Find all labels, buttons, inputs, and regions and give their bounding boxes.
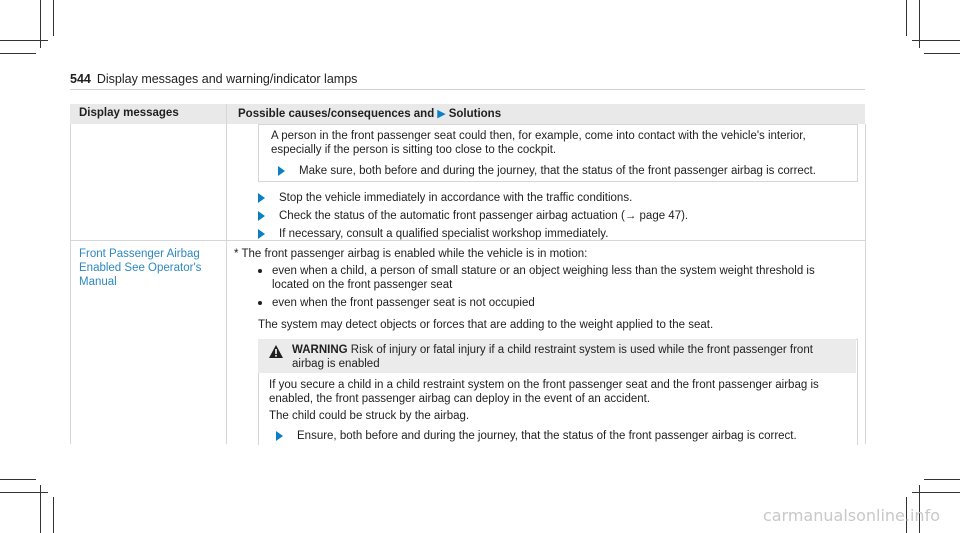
cause-intro: * The front passenger airbag is enabled while the vehicle is in motion: bbox=[234, 248, 588, 260]
table-border-left bbox=[70, 124, 71, 444]
page-header-title: Display messages and warning/indicator lamps bbox=[96, 72, 358, 86]
crop-mark bbox=[906, 0, 907, 36]
box-text-line: A person in the front passenger seat could then, for example, come into contact with the vehicle's interior, bbox=[271, 130, 806, 142]
table-header bbox=[70, 104, 865, 124]
play-arrow-icon: ▶ bbox=[437, 108, 446, 120]
warning-line: Risk of injury or fatal injury if a child restraint system is used while the front passenger front bbox=[350, 344, 813, 356]
play-arrow-icon bbox=[258, 229, 265, 239]
warning-body-line: If you secure a child in a child restraint system on the front passenger seat and the front passenger airbag is bbox=[269, 379, 819, 391]
detect-note: The system may detect objects or forces that are adding to the weight applied to the seat. bbox=[258, 319, 714, 331]
crop-mark bbox=[924, 479, 960, 480]
warning-line: airbag is enabled bbox=[292, 358, 380, 370]
bullet-text: located on the front passenger seat bbox=[272, 279, 453, 291]
warning-body-line: enabled, the front passenger airbag can deploy in the event of an accident. bbox=[269, 393, 651, 405]
col-header-display-messages: Display messages bbox=[79, 107, 179, 119]
bullet-text: even when a child, a person of small stature or an object weighing less than the system weight threshold is bbox=[272, 265, 815, 277]
box-text-line: especially if the person is sitting too close to the cockpit. bbox=[271, 144, 557, 156]
col-header-causes-solutions bbox=[238, 107, 501, 120]
crop-mark bbox=[912, 492, 960, 493]
play-arrow-icon bbox=[278, 166, 285, 176]
play-arrow-icon bbox=[258, 193, 265, 203]
display-message-line: Enabled See Operator's bbox=[79, 262, 202, 274]
display-message-label bbox=[79, 247, 219, 289]
col-header-prefix: Possible causes/consequences and bbox=[238, 108, 435, 120]
table-border-right bbox=[865, 124, 866, 444]
warning-body-line: The child could be struck by the airbag. bbox=[269, 410, 470, 422]
crop-mark bbox=[912, 40, 960, 41]
crop-mark bbox=[0, 53, 36, 54]
warning-triangle-icon bbox=[269, 345, 283, 358]
play-arrow-icon bbox=[276, 431, 283, 441]
warning-header bbox=[258, 339, 856, 373]
page-header bbox=[70, 72, 357, 86]
bullet-dot-icon bbox=[258, 301, 262, 305]
crop-mark bbox=[0, 40, 48, 41]
action-text: Check the status of the automatic front passenger airbag actuation (→ page 47). bbox=[279, 210, 689, 222]
page-number: 544 bbox=[70, 72, 91, 86]
header-rule bbox=[70, 89, 865, 90]
warning-action-text: Ensure, both before and during the journey, that the status of the front passenger airbag is correct. bbox=[297, 430, 797, 442]
box-action-text: Make sure, both before and during the journey, that the status of the front passenger airbag is correct. bbox=[299, 165, 816, 177]
crop-mark bbox=[0, 492, 48, 493]
col-header-suffix: Solutions bbox=[448, 108, 502, 120]
display-message-line: Front Passenger Airbag bbox=[79, 248, 200, 260]
display-message-line: Manual bbox=[79, 276, 117, 288]
warning-text-line bbox=[292, 343, 813, 357]
play-arrow-icon bbox=[258, 211, 265, 221]
bullet-text: even when the front passenger seat is not occupied bbox=[272, 297, 535, 309]
watermark: carmanualsonline.info bbox=[762, 506, 940, 525]
crop-mark bbox=[924, 53, 960, 54]
warning-title: WARNING bbox=[292, 344, 348, 356]
action-text: If necessary, consult a qualified specialist workshop immediately. bbox=[279, 228, 609, 240]
action-text: Stop the vehicle immediately in accordance with the traffic conditions. bbox=[279, 192, 633, 204]
bullet-dot-icon bbox=[258, 269, 262, 273]
crop-mark bbox=[53, 0, 54, 36]
table-column-divider bbox=[226, 104, 227, 444]
crop-mark bbox=[53, 497, 54, 533]
crop-mark bbox=[0, 479, 36, 480]
